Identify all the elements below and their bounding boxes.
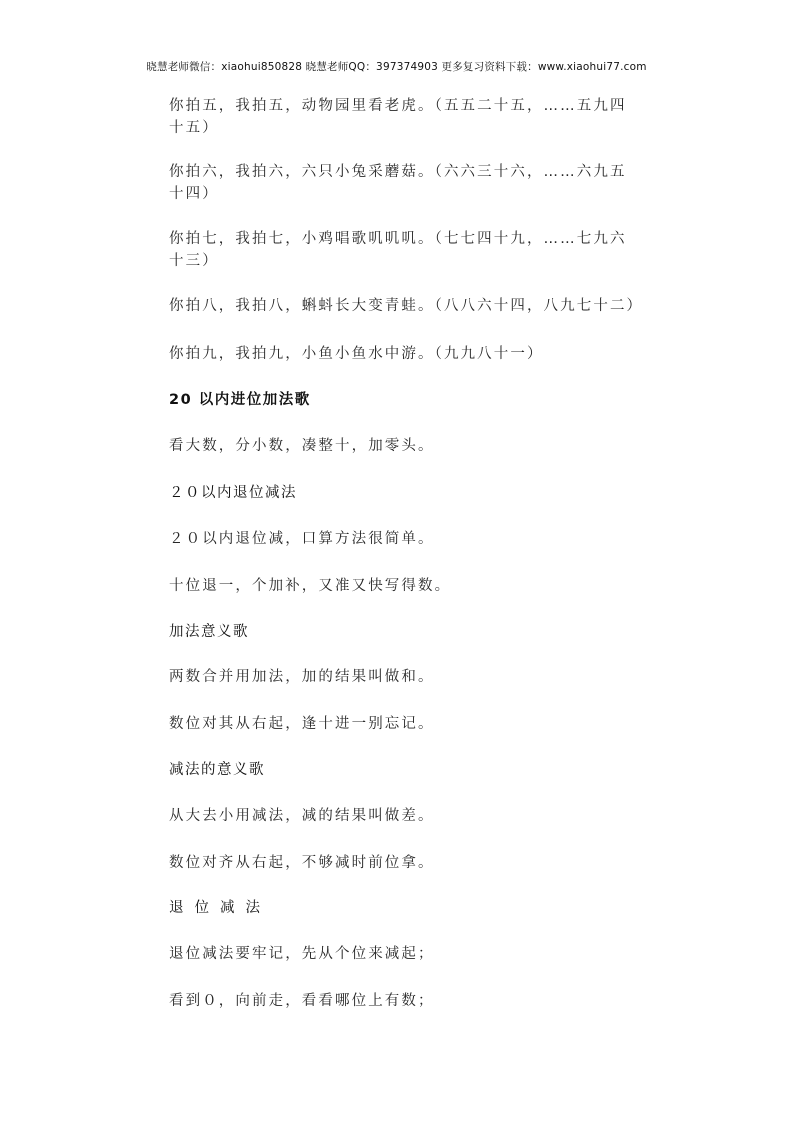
addition-meaning-line-1: 两数合并用加法，加的结果叫做和。: [169, 669, 435, 685]
subtraction-within-20-line-1: ２０以内退位减，口算方法很简单。: [169, 531, 435, 547]
heading-subtraction-within-20: ２０以内退位减法: [169, 485, 297, 501]
addition-meaning-line-2: 数位对其从右起，逢十进一别忘记。: [169, 716, 435, 732]
borrow-subtraction-line-1: 退位减法要牢记，先从个位来减起；: [169, 946, 435, 962]
heading-borrow-subtraction: 退位减法: [169, 900, 271, 916]
rhyme-line-six: 你拍六，我拍六，六只小兔采蘑菇。（六六三十六，……六九五十四）: [169, 164, 627, 202]
addition-within-20-line: 看大数，分小数，凑整十，加零头。: [169, 438, 435, 454]
subtraction-within-20-line-2: 十位退一，个加补，又准又快写得数。: [169, 578, 452, 594]
page-header: 晓慧老师微信：xiaohui850828 晓慧老师QQ：397374903 更多复习资料下载：www.xiaohui77.com: [146, 61, 647, 73]
rhyme-line-nine: 你拍九，我拍九，小鱼小鱼水中游。（九九八十一）: [169, 346, 544, 362]
rhyme-line-seven: 你拍七，我拍七，小鸡唱歌叽叽叽。（七七四十九，……七九六十三）: [169, 231, 627, 269]
rhyme-line-eight: 你拍八，我拍八，蝌蚪长大变青蛙。（八八六十四，八九七十二）: [169, 298, 644, 314]
subtraction-meaning-line-2: 数位对齐从右起，不够减时前位拿。: [169, 855, 435, 871]
rhyme-line-five: 你拍五，我拍五，动物园里看老虎。（五五二十五，……五九四十五）: [169, 98, 627, 136]
heading-addition-meaning: 加法意义歌: [169, 624, 249, 640]
subtraction-meaning-line-1: 从大去小用减法，减的结果叫做差。: [169, 808, 435, 824]
heading-subtraction-meaning: 减法的意义歌: [169, 762, 265, 778]
heading-addition-within-20: 20 以内进位加法歌: [169, 392, 311, 408]
borrow-subtraction-line-2: 看到０，向前走，看看哪位上有数；: [169, 993, 435, 1009]
